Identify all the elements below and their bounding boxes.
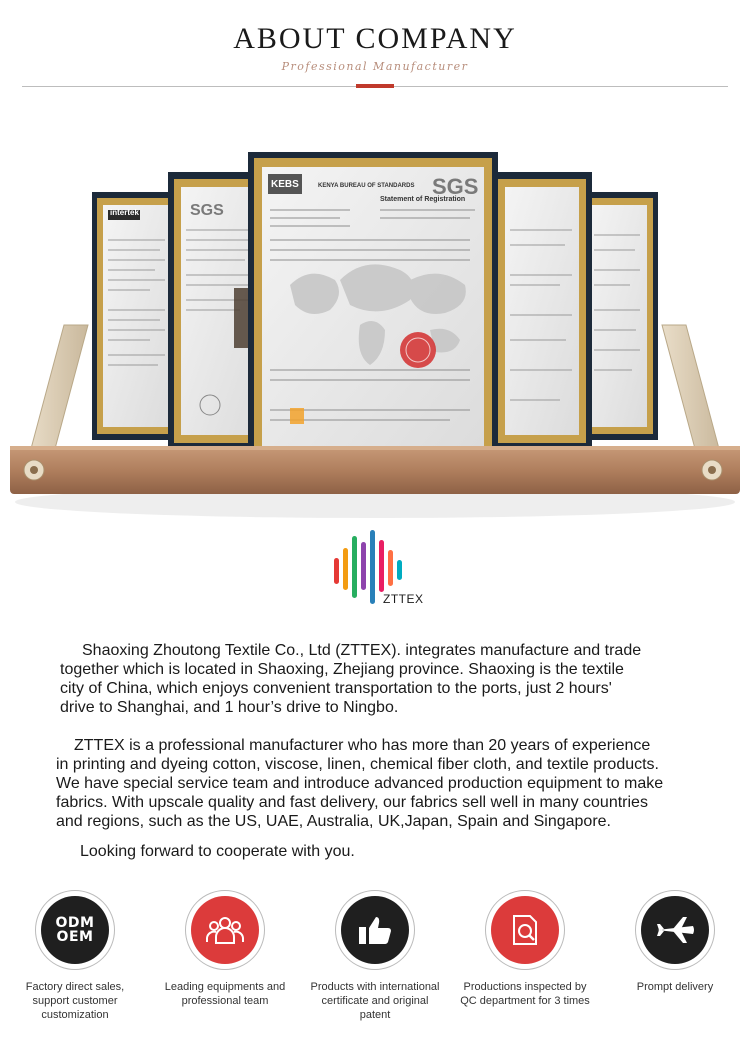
feature-caption: Products with international certificate and original patent [310,981,440,1021]
feature-icon-ring [485,890,565,970]
feature-list [0,890,750,1040]
feature-equipment-team [150,890,300,1008]
feature-delivery [600,890,750,994]
closing-line: Looking forward to cooperate with you. [80,843,355,860]
section-header [0,0,750,100]
logo-bar [388,550,393,586]
feature-icon-ring [335,890,415,970]
feature-caption: Factory direct sales, support customer customization [25,981,125,1021]
certificate-frame-inner-right [492,172,592,450]
logo-bar [379,540,384,592]
thumbs-up-icon [341,896,409,964]
inspection-icon [491,896,559,964]
page-title: ABOUT COMPANY [233,22,517,55]
sgs-logo-text-left: SGS [190,202,224,219]
icon-text-odm: ODM [55,915,95,931]
feature-caption: Productions inspected by QC department for 3 times [460,981,590,1007]
paragraph-line: city of China, which enjoys convenient transportation to the ports, just 2 hours' [60,680,612,697]
logo-bar [361,542,366,590]
logo-bar [352,536,357,598]
certificate-shelf-image [0,110,750,540]
feature-caption: Prompt delivery [636,981,714,993]
feature-icon-ring [35,890,115,970]
logo-bar [370,530,375,604]
intro-paragraph-2 [56,736,706,831]
certificate-shelf-illustration [0,110,750,540]
icon-text-oem: OEM [56,929,94,945]
sgs-logo-text-center: SGS [432,174,479,199]
logo-bar [343,548,348,590]
intro-paragraph-3 [56,842,706,861]
odm-oem-icon [41,896,109,964]
paragraph-line: ZTTEX is a professional manufacturer who has more than 20 years of experience [74,737,651,754]
feature-icon-ring [185,890,265,970]
intertek-logo-text: intertek [110,208,139,217]
paragraph-line: We have special service team and introduce advanced production equipment to make [56,775,664,792]
paragraph-line: and regions, such as the US, UAE, Australia, UK,Japan, Spain and Singapore. [56,813,611,830]
paragraph-line: together which is located in Shaoxing, Zhejiang province. Shaoxing is the textile [60,661,624,678]
logo-bar [334,558,339,584]
certificate-issuer: KENYA BUREAU OF STANDARDS [318,183,415,189]
feature-certificate [300,890,450,1022]
airplane-icon [641,896,709,964]
paragraph-line: fabrics. With upscale quality and fast delivery, our fabrics sell well in many countries [56,794,648,811]
feature-caption: Leading equipments and professional team [164,981,286,1007]
kebs-logo-text: KEBS [271,179,299,190]
team-icon [191,896,259,964]
paragraph-line: drive to Shanghai, and 1 hour’s drive to Ningbo. [60,699,399,716]
feature-qc-inspection [450,890,600,1008]
header-accent-bar [356,84,394,88]
feature-odm-oem [0,890,150,1022]
page-subtitle: Professional Manufacturer [281,60,469,73]
paragraph-line: in printing and dyeing cotton, viscose, linen, chemical fiber cloth, and textile products. [56,756,659,773]
intro-paragraph-1 [56,641,706,717]
logo-text: ZTTEX [383,592,424,606]
feature-icon-ring [635,890,715,970]
paragraph-line: Shaoxing Zhoutong Textile Co., Ltd (ZTTEX). integrates manufacture and trade [82,642,642,659]
logo-bar [397,560,402,580]
certificate-title: Statement of Registration [380,196,466,203]
